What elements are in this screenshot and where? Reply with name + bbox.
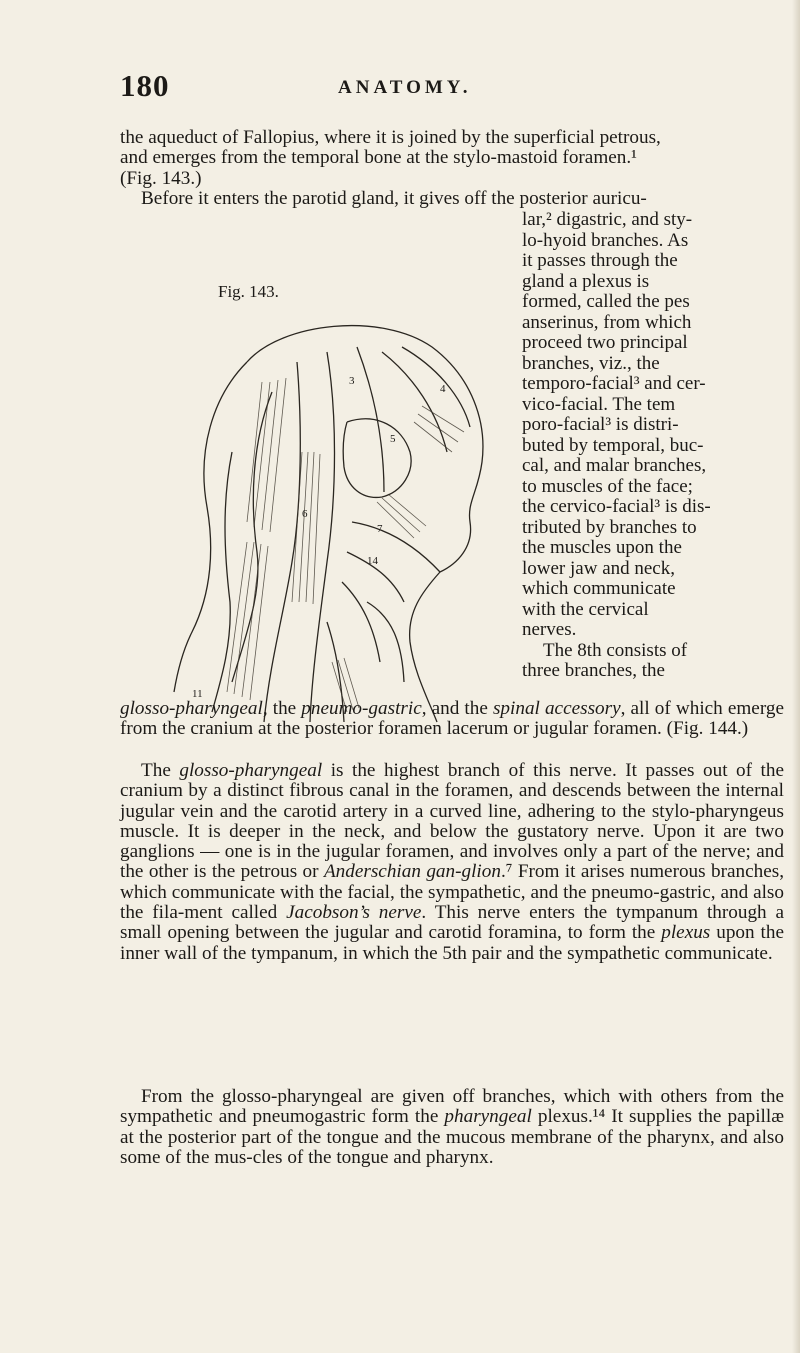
text-line: tributed by branches to	[522, 516, 697, 538]
figure-caption: Fig. 143.	[218, 282, 279, 301]
text-line: which communicate	[522, 578, 676, 599]
page-number: 180	[120, 68, 170, 103]
text-line: to muscles of the face;	[522, 475, 693, 497]
text-line: it passes through the	[522, 250, 678, 271]
text-line: poro-facial³ is distri-	[522, 414, 679, 435]
figure-label: 7	[377, 523, 383, 535]
term-glosso-pharyngeal: glosso-pharyngeal	[179, 760, 323, 781]
wrapped-column	[522, 210, 785, 682]
text-line: buted by temporal, buc-	[522, 434, 704, 456]
text-run: . This nerve enters the tympanum through a small opening between the jugular and carotid foramina, to form the	[120, 902, 784, 944]
text-line: proceed two principal	[522, 332, 688, 353]
page-header	[120, 68, 760, 108]
paragraph-aqueduct	[120, 128, 784, 189]
text-line: lo-hyoid branches. As	[522, 229, 689, 251]
anatomical-illustration-head-neck	[152, 302, 512, 727]
paragraph-glosso-pharyngeal	[120, 761, 784, 964]
figure-label: 5	[390, 433, 396, 445]
text-line: lower jaw and neck,	[522, 557, 675, 579]
text-run: The	[141, 760, 180, 781]
text-run: is the highest branch of this nerve. It passes out of the cranium by a distinct fibrous canal in the foramen, and descends between the internal jugular vein and the carotid artery in a curved line, adhering to the stylo-pharyngeus muscle. It is deeper in the neck, and below the gustatory nerve. Upon it are two ganglions — one is in the jugular foramen, and involves only a part of the nerve; and the other is the petrous or	[120, 760, 784, 883]
text-line: cal, and malar branches,	[522, 455, 707, 476]
page-edge-shadow	[792, 0, 800, 1353]
paragraph-parotid-first-line: Before it enters the parotid gland, it gives off the posterior auricu-	[141, 188, 647, 209]
paragraph-eighth-nerve-cont	[120, 699, 784, 740]
text-line: vico-facial. The tem	[522, 393, 676, 415]
text-line: with the cervical	[522, 598, 649, 620]
ear-outline	[343, 419, 411, 498]
text-run: , all of which emerge from the cranium at the posterior foramen lacerum or jugular foramen. (Fig. 144.)	[120, 698, 784, 740]
text-run: .⁷ From it arises numerous branches, which communicate with the facial, the sympathetic, and the pneumo-gastric, and also the fila-ment called	[120, 861, 784, 924]
text-line: temporo-facial³ and cer-	[522, 373, 706, 394]
running-head: ANATOMY.	[338, 77, 472, 98]
figure-label: 3	[349, 375, 355, 387]
text-line: The 8th consists of	[543, 639, 688, 661]
figure-label: 11	[192, 688, 203, 700]
text-run: From the glosso-pharyngeal are given off branches, which with others from the sympathetic and pneumogastric form the	[120, 1086, 784, 1128]
figure-label: 4	[440, 383, 446, 395]
text-run: , the	[262, 698, 302, 719]
text-line: gland a plexus is	[522, 270, 650, 292]
text-line: (Fig. 143.)	[120, 167, 202, 189]
text-line: formed, called the pes	[522, 291, 690, 312]
term-jacobsons-nerve: Jacobson’s nerve	[286, 902, 422, 924]
text-line: the cervico-facial³ is dis-	[522, 496, 711, 517]
figure-label: 14	[367, 555, 378, 567]
term-spinal-accessory: spinal accessory	[492, 698, 621, 719]
text-line: the muscles upon the	[522, 537, 682, 558]
paragraph-pharyngeal-plexus	[120, 1087, 784, 1168]
text-line: three branches, the	[522, 660, 665, 681]
figure-label: 6	[302, 508, 308, 520]
term-pneumo-gastric: pneumo-gastric	[301, 698, 422, 719]
back-of-head-outline	[174, 362, 247, 692]
text-run: , and the	[421, 698, 493, 719]
term-pharyngeal: pharyngeal	[444, 1106, 532, 1128]
text-line: branches, viz., the	[522, 352, 660, 374]
text-line: the aqueduct of Fallopius, where it is joined by the superficial petrous,	[120, 127, 661, 148]
text-line: nerves.	[522, 619, 577, 640]
term-glosso-pharyngeal: glosso-pharyngeal	[120, 698, 263, 719]
term-plexus: plexus	[661, 922, 711, 944]
text-run: upon the inner wall of the tympanum, in which the 5th pair and the sympathetic communicate.	[120, 922, 784, 964]
text-run: plexus.¹⁴ It supplies the papillæ at the posterior part of the tongue and the mucous membrane of the pharynx, and also some of the mus-cles of the tongue and pharynx.	[120, 1106, 785, 1168]
text-line: and emerges from the temporal bone at the stylo-mastoid foramen.¹	[120, 147, 637, 169]
text-line: anserinus, from which	[522, 311, 692, 333]
text-line: lar,² digastric, and sty-	[522, 209, 693, 230]
term-anderschian-ganglion: Anderschian gan-glion	[323, 861, 501, 883]
